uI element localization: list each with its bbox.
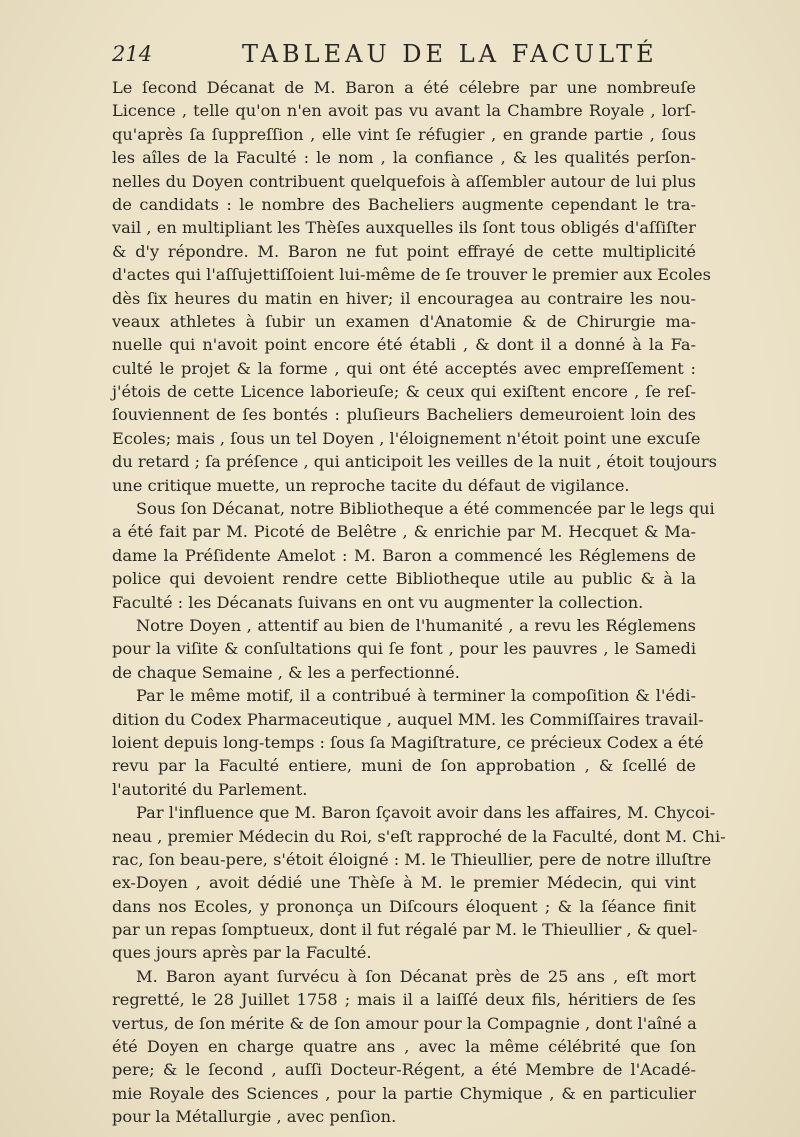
- paragraph: [112, 497, 715, 614]
- paragraph: [112, 965, 696, 1129]
- page-number: 214: [112, 42, 153, 66]
- text-line: regretté, le 28 Juillet 1758 ; mais il a laiſſé deux fils, héritiers de ſes: [112, 990, 696, 1010]
- text-line: neau , premier Médecin du Roi, s'eſt rapproché de la Faculté, dont M. Chi-: [112, 826, 726, 846]
- text-line: nelles du Doyen contribuent quelquefois à aſſembler autour de lui plus: [112, 171, 696, 191]
- text-line: culté le projet & la forme , qui ont été acceptés avec empreſſement :: [112, 358, 696, 378]
- text-line: Faculté : les Décanats ſuivans en ont vu augmenter la collection.: [112, 592, 644, 612]
- text-line: pere; & le ſecond , auſſi Docteur-Régent, a été Membre de l'Acadé-: [112, 1060, 696, 1080]
- text-line: d'actes qui l'aſſujettiſſoient lui-même de ſe trouver le premier aux Ecoles: [112, 265, 711, 285]
- text-line: Par l'influence que M. Baron ſçavoit avoir dans les affaires, M. Chycoi-: [136, 803, 716, 823]
- text-line: Par le même motif, il a contribué à terminer la compoſition & l'édi-: [136, 686, 696, 706]
- paragraph: [112, 801, 726, 965]
- text-line: vail , en multipliant les Thèſes auxquelles ils ſont tous obligés d'aſſiſter: [112, 218, 696, 238]
- text-line: ques jours après par la Faculté.: [112, 943, 372, 963]
- text-line: Ecoles; mais , ſous un tel Doyen , l'éloignement n'étoit point une excuſe: [112, 428, 701, 448]
- text-line: de chaque Semaine , & les a perfectionné.: [112, 662, 460, 682]
- text-line: dition du Codex Pharmaceutique , auquel MM. les Commiſſaires travail-: [112, 709, 704, 729]
- text-line: & d'y répondre. M. Baron ne fut point effrayé de cette multiplicité: [112, 241, 696, 261]
- text-line: vertus, de ſon mérite & de ſon amour pour la Compagnie , dont l'aîné a: [112, 1013, 697, 1033]
- body-text: [112, 76, 726, 1129]
- text-line: mie Royale des Sciences , pour la partie Chymique , & en particulier: [112, 1083, 696, 1103]
- text-line: une critique muette, un reproche tacite du défaut de vigilance.: [112, 475, 630, 495]
- paragraph: [112, 614, 696, 684]
- text-line: les aîles de la Faculté : le nom , la confiance , & les qualités perſon-: [112, 148, 696, 168]
- text-line: dès ſix heures du matin en hiver; il encouragea au contraire les nou-: [112, 288, 696, 308]
- text-line: veaux athletes à ſubir un examen d'Anatomie & de Chirurgie ma-: [112, 311, 696, 331]
- paragraph: [112, 76, 717, 497]
- text-line: Licence , telle qu'on n'en avoit pas vu avant la Chambre Royale , lorſ-: [112, 101, 696, 121]
- text-line: l'autorité du Parlement.: [112, 779, 308, 799]
- running-title: TABLEAU DE LA FACULTÉ: [242, 40, 658, 68]
- paragraph: [112, 684, 704, 801]
- text-line: qu'après ſa ſuppreſſion , elle vint ſe réfugier , en grande partie , ſous: [112, 124, 696, 144]
- text-line: loient depuis long-temps : ſous ſa Magiſtrature, ce précieux Codex a été: [112, 732, 704, 752]
- text-line: rac, ſon beau-pere, s'étoit éloigné : M. le Thieullier, pere de notre illuſtre: [112, 849, 712, 869]
- text-line: pour la viſite & conſultations qui ſe font , pour les pauvres , le Samedi: [112, 639, 696, 659]
- text-line: nuelle qui n'avoit point encore été établi , & dont il a donné à la Fa-: [112, 335, 696, 355]
- text-line: revu par la Faculté entiere, muni de ſon approbation , & ſcellé de: [112, 756, 696, 776]
- text-line: par un repas ſomptueux, dont il fut régalé par M. le Thieullier , & quel-: [112, 920, 698, 940]
- text-line: dans nos Ecoles, y prononça un Diſcours éloquent ; & la ſéance finit: [112, 896, 696, 916]
- text-line: a été fait par M. Picoté de Belêtre , & enrichie par M. Hecquet & Ma-: [112, 522, 696, 542]
- text-line: Notre Doyen , attentif au bien de l'humanité , a revu les Réglemens: [136, 615, 696, 635]
- text-line: Le ſecond Décanat de M. Baron a été célebre par une nombreuſe: [112, 78, 696, 97]
- text-line: été Doyen en charge quatre ans , avec la même célébrité que ſon: [112, 1037, 696, 1057]
- text-line: Sous ſon Décanat, notre Bibliotheque a été commencée par le legs qui: [136, 499, 715, 519]
- text-line: police qui devoient rendre cette Bibliotheque utile au public & à la: [112, 569, 696, 589]
- text-line: du retard ; ſa préſence , qui anticipoit les veilles de la nuit , étoit toujours: [112, 452, 717, 472]
- text-line: M. Baron ayant ſurvécu à ſon Décanat près de 25 ans , eſt mort: [136, 966, 696, 986]
- text-line: pour la Métallurgie , avec penſion.: [112, 1107, 397, 1127]
- text-line: ſouviennent de ſes bontés : pluſieurs Bacheliers demeuroient loin des: [112, 405, 696, 425]
- text-line: de candidats : le nombre des Bacheliers augmente cependant le tra-: [112, 194, 696, 214]
- text-line: j'étois de cette Licence laborieuſe; & ceux qui exiſtent encore , ſe reſ-: [112, 382, 696, 402]
- page-header: [112, 40, 696, 74]
- text-line: ex-Doyen , avoit dédié une Thèſe à M. le premier Médecin, qui vint: [112, 873, 696, 893]
- text-line: dame la Préſidente Amelot : M. Baron a commencé les Réglemens de: [112, 545, 696, 565]
